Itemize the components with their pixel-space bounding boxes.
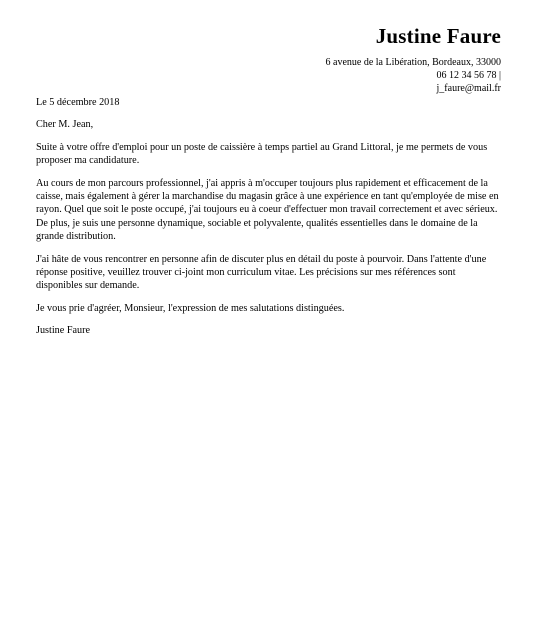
sender-contact-block (326, 56, 502, 95)
letter-date: Le 5 décembre 2018 (36, 97, 120, 108)
letter-signature: Justine Faure (36, 325, 91, 337)
sender-name: Justine Faure (375, 24, 501, 48)
letter-salutation: Cher M. Jean, (36, 119, 94, 131)
letter-paragraph-intro: Suite à votre offre d'emploi pour un poste de caissière à temps partiel au Grand Littoral, je me permets de vous proposer ma candidature. (36, 141, 488, 167)
sender-address: 6 avenue de la Libération, Bordeaux, 33000 (325, 57, 501, 68)
letter-paragraph-experience: Au cours de mon parcours professionnel, j'ai appris à m'occuper toujours plus rapidement et efficacement de la caisse, mais également à gérer la marchandise du magasin grâce à une expérience en tant qu'employée de mise en rayon. Quel que soit le poste occupé, j'ai toujours eu à coeur d'effectuer mon travail correctement et avec sérieux. De plus, je suis une personne dynamique, sociable et polyvalente, qualités essentielles dans le domaine de la grande distribution. (36, 177, 499, 243)
sender-phone: 06 12 34 56 78 | (436, 70, 501, 81)
letter-paragraph-formal-closing: Je vous prie d'agréer, Monsieur, l'expression de mes salutations distinguées. (36, 302, 345, 314)
letter-paragraph-closing-request: J'ai hâte de vous rencontrer en personne afin de discuter plus en détail du poste à pourvoir. Dans l'attente d'une réponse positive, veuillez trouver ci-joint mon curriculum vitae. Les précisions sur mes références sont disponibles sur demande. (36, 253, 487, 292)
sender-email: j_faure@mail.fr (436, 83, 501, 94)
letter-body (36, 96, 502, 347)
